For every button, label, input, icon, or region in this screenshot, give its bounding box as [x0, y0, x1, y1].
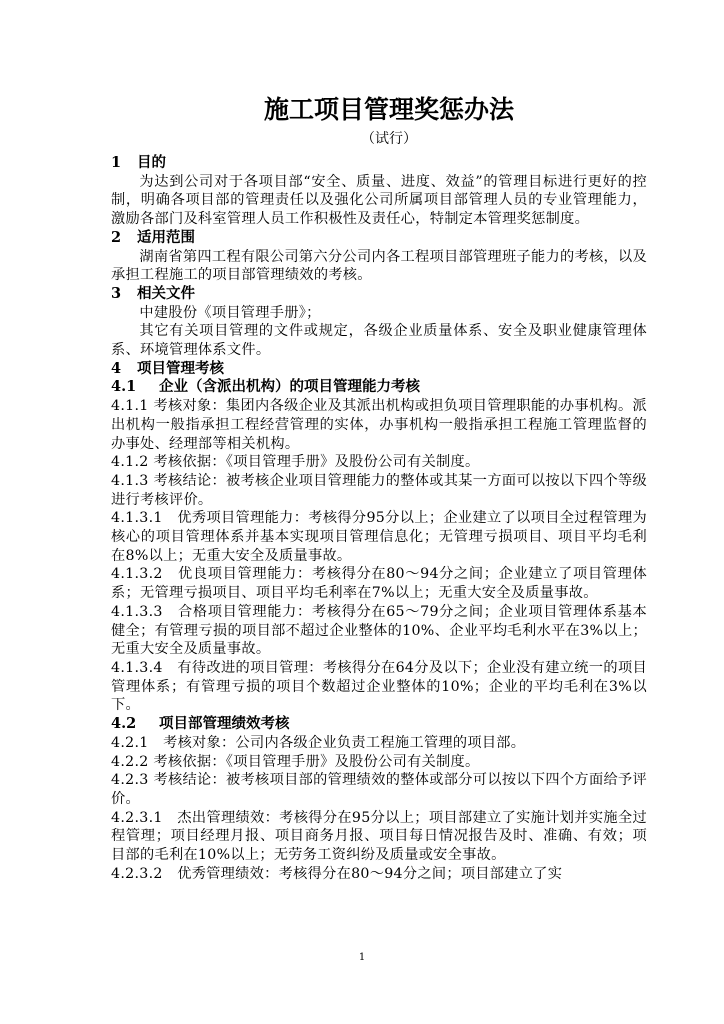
document-body [111, 154, 647, 883]
document-page [111, 92, 647, 883]
page-number: 1 [358, 952, 366, 963]
document-title: 施工项目管理奖惩办法 [263, 95, 514, 124]
paragraph: 4.1.3 考核结论：被考核企业项目管理能力的整体或其某一方面可以按以下四个等级进行考核评价。 [111, 472, 647, 508]
heading-number: 3 [111, 284, 122, 302]
paragraph: 4.2.3.1 杰出管理绩效：考核得分在95分以上；项目部建立了实施计划并实施全过程管理；项目经理月报、项目商务月报、项目每日情况报告及时、准确、有效；项目部的毛利在10%以上；无劳务工资纠纷及质量或安全事故。 [111, 809, 647, 864]
paragraph: 4.1.3.2 优良项目管理能力：考核得分在80～94分之间；企业建立了项目管理体系；无管理亏损项目、项目平均毛利率在7%以上；无重大安全及质量事故。 [111, 566, 647, 602]
paragraph: 4.1.3.4 有待改进的项目管理：考核得分在64分及以下；企业没有建立统一的项目管理体系；有管理亏损的项目个数超过企业整体的10%；企业的平均毛利在3%以下。 [111, 659, 647, 714]
heading-number: 2 [111, 228, 122, 246]
section-heading [111, 154, 647, 173]
document-subtitle: （试行） [361, 131, 417, 147]
subsection-heading [111, 378, 647, 397]
heading-text: 相关文件 [137, 284, 195, 302]
heading-number: 4.1 [111, 378, 137, 396]
paragraph: 其它有关项目管理的文件或规定，各级企业质量体系、安全及职业健康管理体系、环境管理体系文件。 [111, 323, 647, 359]
subsection-heading [111, 715, 647, 734]
section-heading [111, 360, 647, 379]
paragraph: 4.2.1 考核对象：公司内各级企业负责工程施工管理的项目部。 [111, 734, 526, 751]
heading-text: 目的 [137, 154, 166, 171]
paragraph: 4.2.3.2 优秀管理绩效：考核得分在80～94分之间；项目部建立了实 [111, 865, 563, 882]
section-heading [111, 285, 647, 304]
heading-text: 项目管理考核 [137, 359, 224, 377]
paragraph: 4.1.2 考核依据：《项目管理手册》及股份公司有关制度。 [111, 454, 480, 471]
paragraph: 为达到公司对于各项目部“安全、质量、进度、效益”的管理目标进行更好的控制，明确各项目部的管理责任以及强化公司所属项目部管理人员的专业管理能力，激励各部门及科室管理人员工作积极性及责任心，特制定本管理奖惩制度。 [111, 173, 647, 228]
section-heading [111, 229, 647, 248]
paragraph: 4.1.3.1 优秀项目管理能力：考核得分95分以上；企业建立了以项目全过程管理为核心的项目管理体系并基本实现项目管理信息化；无管理亏损项目、项目平均毛利在8%以上；无重大安全及质量事故。 [111, 510, 647, 564]
heading-number: 4.2 [111, 715, 137, 733]
heading-text: 企业（含派出机构）的项目管理能力考核 [159, 378, 420, 396]
heading-number: 4 [111, 359, 122, 377]
heading-text: 项目部管理绩效考核 [159, 715, 290, 733]
paragraph: 4.2.3 考核结论：被考核项目部的管理绩效的整体或部分可以按以下四个方面给予评价。 [111, 772, 647, 807]
paragraph: 4.2.2 考核依据：《项目管理手册》及股份公司有关制度。 [111, 753, 480, 770]
paragraph: 4.1.1 考核对象：集团内各级企业及其派出机构或担负项目管理职能的办事机构。派出机构一般指承担工程经营管理的实体，办事机构一般指承担工程施工管理监督的办事处、经理部等相关机构。 [111, 398, 647, 452]
paragraph: 中建股份《项目管理手册》； [139, 304, 321, 321]
paragraph: 4.1.3.3 合格项目管理能力：考核得分在65～79分之间；企业项目管理体系基本健全；有管理亏损的项目部不超过企业整体的10%、企业平均毛利水平在3%以上；无重大安全及质量事故。 [111, 603, 647, 658]
paragraph: 湖南省第四工程有限公司第六分公司内各工程项目部管理班子能力的考核，以及承担工程施工的项目部管理绩效的考核。 [111, 248, 647, 284]
heading-number: 1 [111, 154, 122, 171]
heading-text: 适用范围 [137, 228, 195, 246]
